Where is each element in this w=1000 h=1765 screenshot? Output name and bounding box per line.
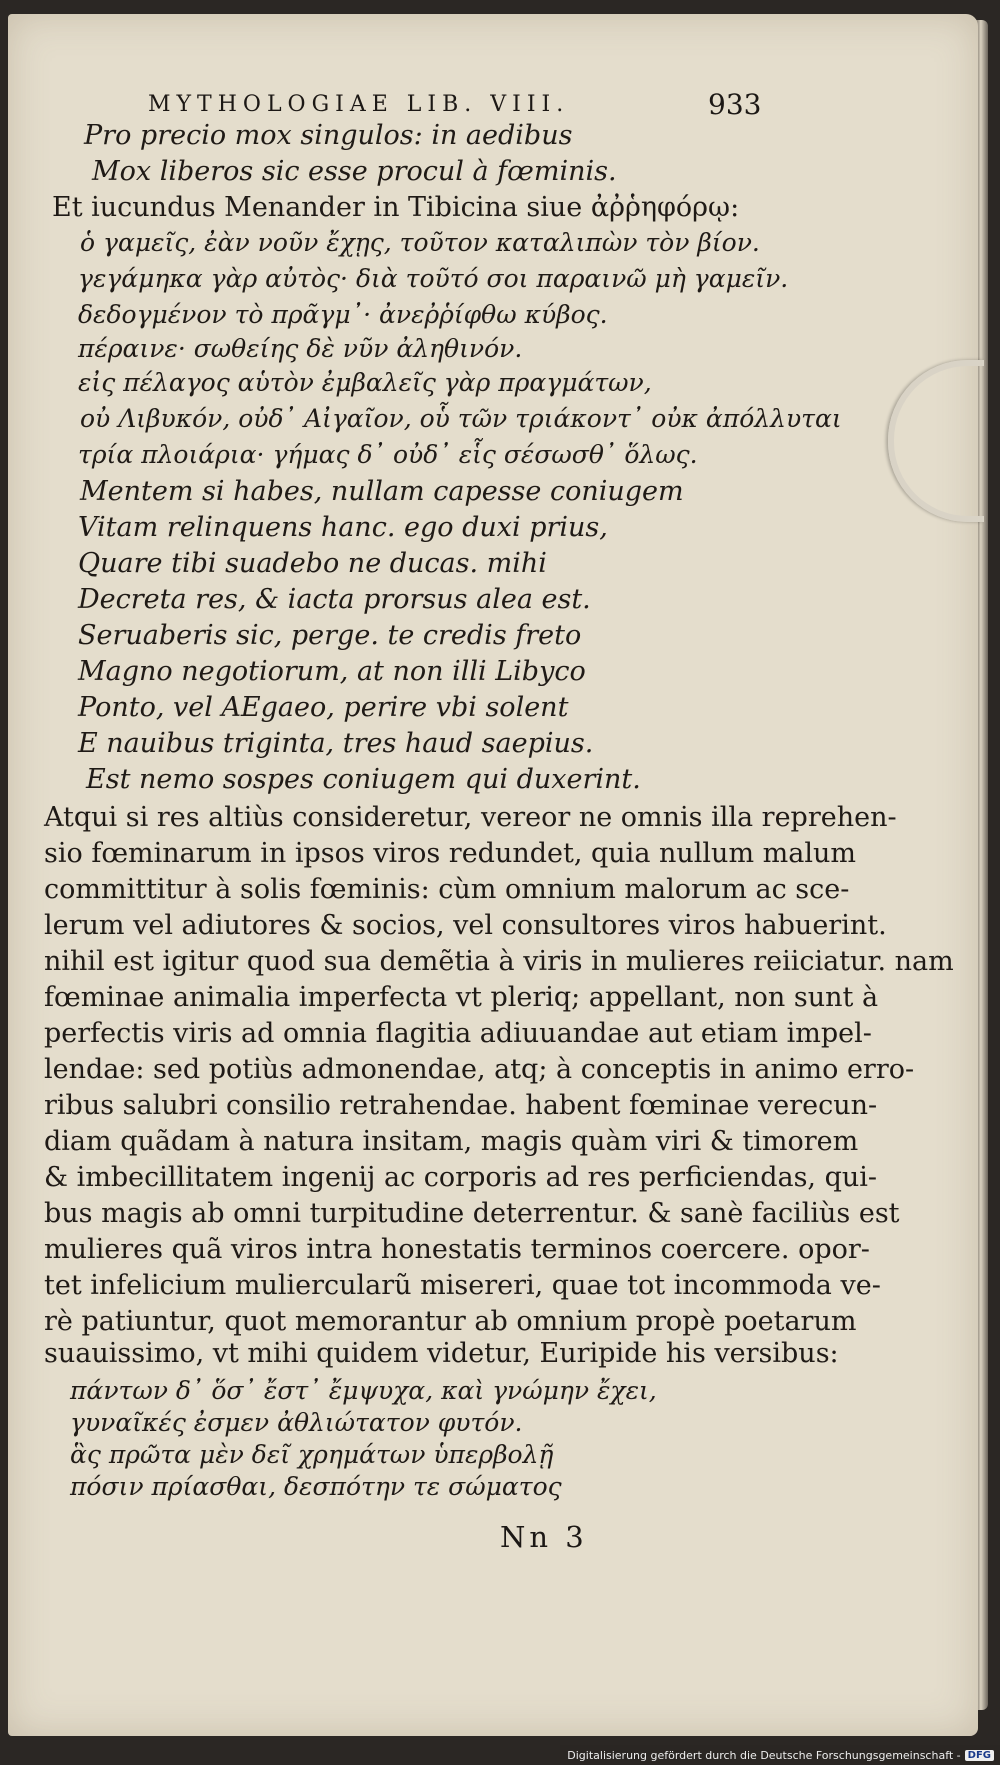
- text-line: diam quãdam à natura insitam, magis quàm viri & timorem: [44, 1126, 859, 1157]
- text-line: πόσιν πρίασθαι, δεσπότην τε σώματος: [70, 1472, 562, 1501]
- signature-mark: Nn 3: [500, 1520, 588, 1554]
- text-line: Est nemo sospes coniugem qui duxerint.: [86, 764, 641, 795]
- text-line: Mox liberos sic esse procul à fœminis.: [92, 156, 617, 187]
- text-line: ribus salubri consilio retrahendae. habent fœminae verecun-: [44, 1090, 878, 1121]
- text-line: οὐ Λιβυκόν, οὐδ᾽ Αἰγαῖον, οὗ τῶν τριάκοντ᾽ οὐκ ἀπόλλυται: [80, 404, 842, 433]
- text-line: lerum vel adiutores & socios, vel consultores viros habuerint.: [44, 910, 887, 941]
- text-line: Pro precio mox singulos: in aedibus: [84, 120, 573, 151]
- text-line: ἃς πρῶτα μὲν δεῖ χρημάτων ὑπερβολῇ: [70, 1440, 554, 1469]
- text-line: Vitam relinquens hanc. ego duxi prius,: [78, 512, 608, 543]
- text-line: suauissimo, vt mihi quidem videtur, Euripide his versibus:: [44, 1338, 839, 1369]
- text-line: fœminae animalia imperfecta vt pleriq; appellant, non sunt à: [44, 982, 879, 1013]
- text-line: Quare tibi suadebo ne ducas. mihi: [78, 548, 547, 579]
- page-number: 933: [708, 88, 762, 121]
- text-line: & imbecillitatem ingenij ac corporis ad res perficiendas, qui-: [44, 1162, 878, 1193]
- text-line: mulieres quã viros intra honestatis terminos coercere. opor-: [44, 1234, 870, 1265]
- running-head: MYTHOLOGIAE LIB. VIII.: [148, 92, 570, 117]
- text-line: perfectis viris ad omnia flagitia adiuuandae aut etiam impel-: [44, 1018, 872, 1049]
- text-line: τρία πλοιάρια· γήμας δ᾽ οὐδ᾽ εἷς σέσωσθ᾽ ὅλως.: [78, 440, 698, 469]
- text-line: committitur à solis fœminis: cùm omnium malorum ac sce-: [44, 874, 850, 905]
- text-line: bus magis ab omni turpitudine deterrentur. & sanè faciliùs est: [44, 1198, 900, 1229]
- text-line: Magno negotiorum, at non illi Libyco: [78, 656, 586, 687]
- text-line: πάντων δ᾽ ὅσ᾽ ἔστ᾽ ἔμψυχα, καὶ γνώμην ἔχει,: [70, 1376, 657, 1405]
- text-line: E nauibus triginta, tres haud saepius.: [78, 728, 594, 759]
- text-line: nihil est igitur quod sua demẽtia à viris in mulieres reiiciatur. nam: [44, 946, 954, 977]
- dfg-logo-icon: DFG: [965, 1750, 994, 1761]
- text-line: lendae: sed potiùs admonendae, atq; à conceptis in animo erro-: [44, 1054, 915, 1085]
- text-line: γυναῖκές ἐσμεν ἀθλιώτατον φυτόν.: [70, 1408, 523, 1437]
- text-line: Et iucundus Menander in Tibicina siue ἀῤῥηφόρῳ:: [52, 192, 740, 223]
- digitization-credit: [560, 1745, 1000, 1765]
- text-line: Seruaberis sic, perge. te credis freto: [78, 620, 582, 651]
- text-line: sio fœminarum in ipsos viros redundet, quia nullum malum: [44, 838, 856, 869]
- text-line: tet infelicium muliercularũ misereri, quae tot incommoda ve-: [44, 1270, 881, 1301]
- text-line: Atqui si res altiùs consideretur, vereor ne omnis illa reprehen-: [44, 802, 897, 833]
- text-line: πέραινε· σωθείης δὲ νῦν ἀληθινόν.: [78, 334, 523, 363]
- text-line: εἰς πέλαγος αὑτὸν ἐμβαλεῖς γὰρ πραγμάτων,: [78, 368, 652, 397]
- text-line: Mentem si habes, nullam capesse coniugem: [80, 476, 684, 507]
- text-line: δεδογμένον τὸ πρᾶγμ᾽· ἀνεῤῥίφθω κύβος.: [78, 300, 608, 329]
- credit-text: Digitalisierung gefördert durch die Deutsche Forschungsgemeinschaft -: [567, 1748, 961, 1762]
- text-line: Decreta res, & iacta prorsus alea est.: [78, 584, 591, 615]
- text-line: ὁ γαμεῖς, ἐὰν νοῦν ἔχῃς, τοῦτον καταλιπὼν τὸν βίον.: [80, 228, 760, 257]
- text-line: γεγάμηκα γὰρ αὐτὸς· διὰ τοῦτό σοι παραινῶ μὴ γαμεῖν.: [78, 264, 789, 293]
- text-line: Ponto, vel AEgaeo, perire vbi solent: [78, 692, 569, 723]
- text-line: rè patiuntur, quot memorantur ab omnium propè poetarum: [44, 1306, 857, 1337]
